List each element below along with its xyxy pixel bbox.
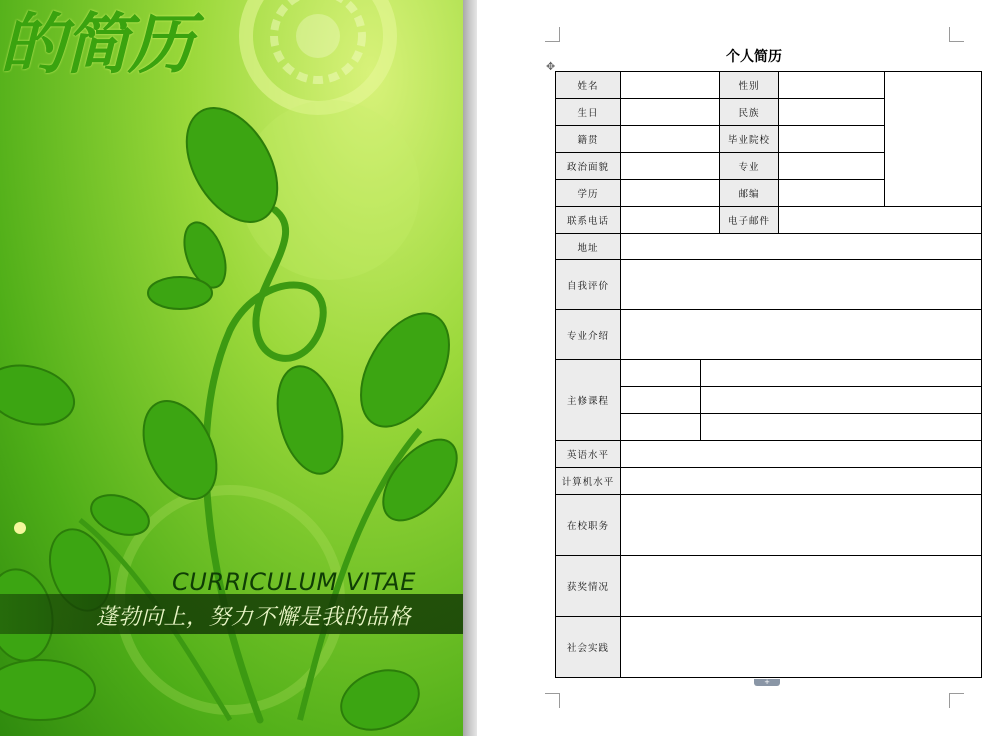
- document-title: 个人简历: [726, 49, 782, 65]
- label-major: 专业: [720, 153, 779, 180]
- crop-mark-top-left: [545, 27, 560, 42]
- label-school: 毕业院校: [720, 126, 779, 153]
- input-course-name[interactable]: [621, 414, 701, 441]
- table-move-handle-icon[interactable]: ✥: [546, 60, 556, 73]
- input-gender[interactable]: [779, 72, 885, 99]
- label-awards: 获奖情况: [556, 556, 621, 617]
- label-major-intro: 专业介绍: [556, 310, 621, 360]
- input-phone[interactable]: [621, 207, 720, 234]
- document-page: [477, 0, 983, 736]
- input-course-detail[interactable]: [701, 360, 982, 387]
- page-gutter: [463, 0, 477, 736]
- label-native-place: 籍贯: [556, 126, 621, 153]
- label-political-status: 政治面貌: [556, 153, 621, 180]
- label-postcode: 邮编: [720, 180, 779, 207]
- label-social-practice: 社会实践: [556, 617, 621, 678]
- input-social-practice[interactable]: [621, 617, 982, 678]
- photo-cell[interactable]: [885, 72, 982, 207]
- input-name[interactable]: [621, 72, 720, 99]
- label-self-evaluation: 自我评价: [556, 260, 621, 310]
- label-ethnicity: 民族: [720, 99, 779, 126]
- input-course-detail[interactable]: [701, 414, 982, 441]
- input-postcode[interactable]: [779, 180, 885, 207]
- input-course-name[interactable]: [621, 387, 701, 414]
- resume-cover-page: [0, 0, 463, 736]
- label-email: 电子邮件: [720, 207, 779, 234]
- input-school[interactable]: [779, 126, 885, 153]
- input-course-detail[interactable]: [701, 387, 982, 414]
- resume-table: [555, 71, 982, 678]
- crop-mark-bottom-right: [949, 693, 964, 708]
- label-english-level: 英语水平: [556, 441, 621, 468]
- input-native-place[interactable]: [621, 126, 720, 153]
- crop-mark-top-right: [949, 27, 964, 42]
- label-phone: 联系电话: [556, 207, 621, 234]
- input-awards[interactable]: [621, 556, 982, 617]
- crop-mark-bottom-left: [545, 693, 560, 708]
- cover-motto: 蓬勃向上，努力不懈是我的品格: [96, 605, 412, 630]
- input-english-level[interactable]: [621, 441, 982, 468]
- label-birthday: 生日: [556, 99, 621, 126]
- input-education[interactable]: [621, 180, 720, 207]
- cover-english-title: CURRICULUM VITAE: [172, 568, 416, 596]
- input-birthday[interactable]: [621, 99, 720, 126]
- input-major[interactable]: [779, 153, 885, 180]
- label-computer-level: 计算机水平: [556, 468, 621, 495]
- input-self-evaluation[interactable]: [621, 260, 982, 310]
- input-major-intro[interactable]: [621, 310, 982, 360]
- label-courses: 主修课程: [556, 360, 621, 441]
- label-address: 地址: [556, 234, 621, 260]
- label-campus-roles: 在校职务: [556, 495, 621, 556]
- input-computer-level[interactable]: [621, 468, 982, 495]
- page-break-expand-icon[interactable]: +: [754, 679, 780, 686]
- input-political-status[interactable]: [621, 153, 720, 180]
- input-address[interactable]: [621, 234, 982, 260]
- label-gender: 性别: [720, 72, 779, 99]
- input-email[interactable]: [779, 207, 982, 234]
- label-name: 姓名: [556, 72, 621, 99]
- input-course-name[interactable]: [621, 360, 701, 387]
- input-ethnicity[interactable]: [779, 99, 885, 126]
- input-campus-roles[interactable]: [621, 495, 982, 556]
- cover-title: 的简历: [0, 6, 192, 83]
- label-education: 学历: [556, 180, 621, 207]
